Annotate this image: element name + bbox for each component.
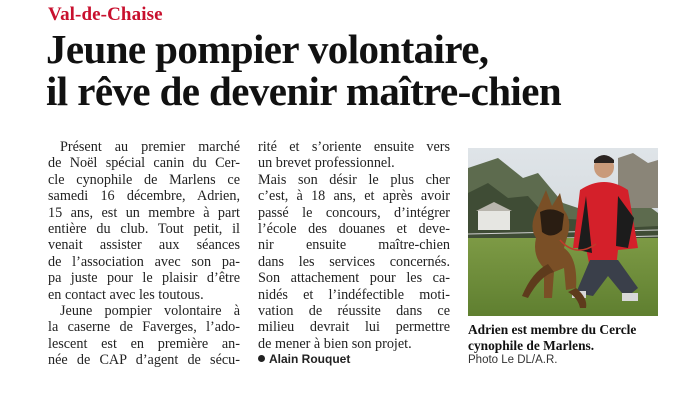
bullet-dot-icon (258, 355, 265, 362)
text-line: cle cynophile de Marlens ce (48, 171, 240, 188)
text-line: c’est, à 18 ans, et après avoir (258, 188, 450, 205)
text-line: la caserne de Faverges, l’ado- (48, 319, 240, 336)
section-kicker: Val-de-Chaise (48, 4, 163, 25)
text-line: Présent au premier marché (60, 139, 240, 155)
text-line: samedi 16 décembre, Adrien, (48, 188, 240, 205)
text-line: passé le concours, d’intégrer (258, 204, 450, 221)
text-line: lescent est en première an- (48, 335, 240, 352)
text-line: dans les services concernés. (258, 253, 450, 270)
text-line: 15 ans, est un membre à part (48, 204, 240, 221)
text-line: de mener à bien son projet. (258, 335, 412, 352)
article-column-1 (48, 139, 240, 369)
text-line: un brevet professionnel. (258, 155, 395, 172)
photo-caption (468, 322, 668, 353)
byline-author: Alain Rouquet (269, 352, 351, 366)
text-line: de l’association avec son pa- (48, 253, 240, 270)
article-column-2 (258, 139, 450, 352)
headline-line-1: Jeune pompier volontaire, (46, 26, 489, 72)
headline (46, 28, 666, 112)
text-line: née de CAP d’agent de sécu- (48, 352, 240, 369)
caption-line-1: Adrien est membre du Cercle (468, 322, 637, 337)
text-line: l’école des douanes et deve- (258, 221, 450, 238)
text-line: nidés et l’indéfectible moti- (258, 286, 450, 303)
text-line: en contact avec les toutous. (48, 286, 204, 303)
byline (258, 352, 350, 366)
text-line: de Noël spécial canin du Cer- (48, 155, 240, 172)
text-line: venait assister aux séances (48, 237, 240, 254)
text-line: Mais son désir le plus cher (258, 171, 450, 188)
text-line: milieu devrait lui permettre (258, 319, 450, 336)
text-line: entière du club. Tout petit, il (48, 221, 240, 238)
photo-credit: Photo Le DL/A.R. (468, 354, 558, 366)
text-line: nir ensuite maître-chien (258, 237, 450, 254)
headline-line-2: il rêve de devenir maître-chien (46, 68, 562, 114)
article-photo (468, 148, 658, 316)
text-line: pa juste pour le plaisir d’être (48, 270, 240, 287)
text-line: vation de réussite dans ce (258, 303, 450, 320)
text-line: Son attachement pour les ca- (258, 270, 450, 287)
text-line: Jeune pompier volontaire à (60, 303, 240, 320)
caption-line-2: cynophile de Marlens. (468, 337, 595, 353)
text-line: rité et s’oriente ensuite vers (258, 139, 450, 155)
